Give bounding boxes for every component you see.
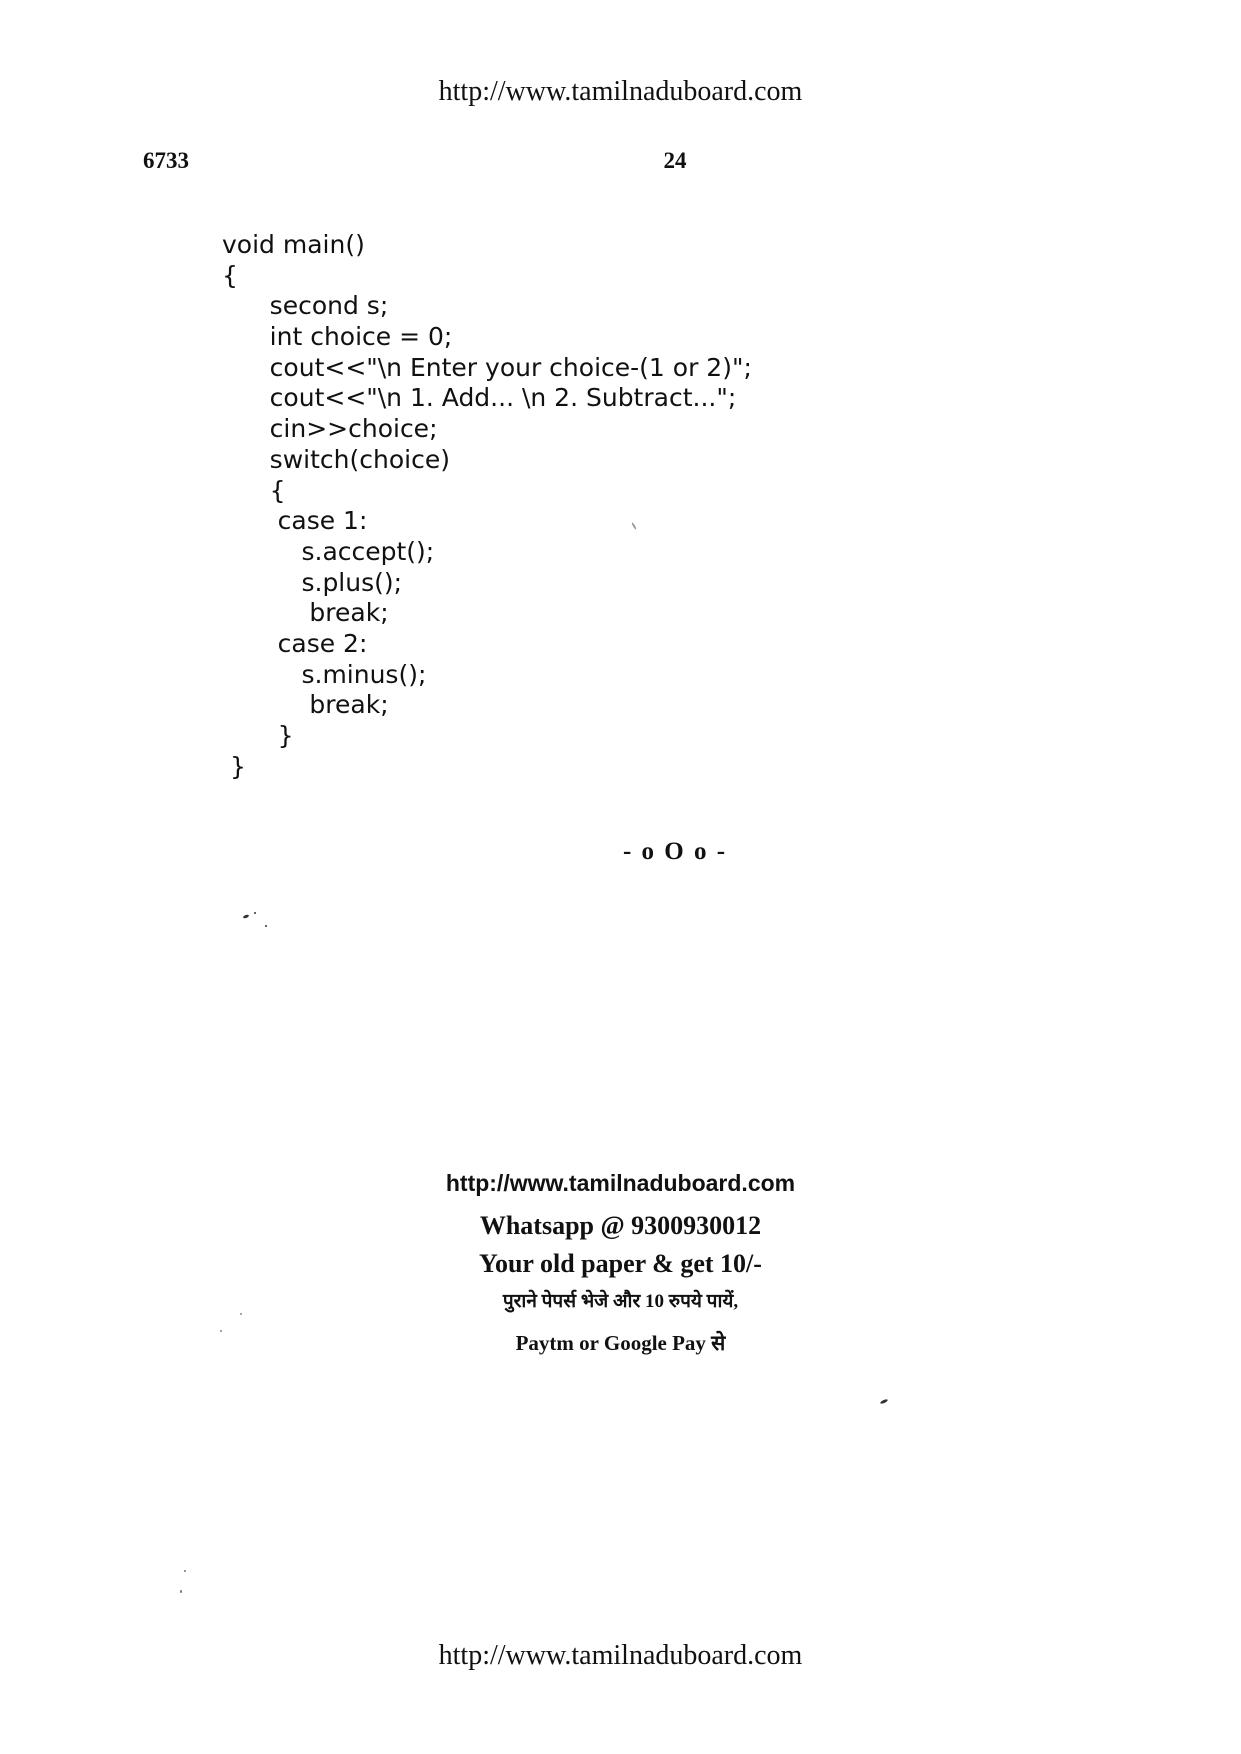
scan-speck <box>265 925 267 927</box>
scan-speck <box>880 1398 889 1404</box>
code-line: { <box>222 260 238 290</box>
code-line: void main() <box>222 230 365 259</box>
end-mark: - o O o - <box>622 838 728 865</box>
code-block <box>222 230 752 782</box>
code-line: } <box>222 751 246 781</box>
hindi-line: पुराने पेपर्स भेजे और 10 रुपये पायें, <box>502 1291 739 1312</box>
code-line: break; <box>222 690 389 720</box>
offer-line: Your old paper & get 10/- <box>479 1249 762 1278</box>
code-line: cout<<"\n 1. Add... \n 2. Subtract..."; <box>222 383 737 413</box>
page-number: 24 <box>663 148 687 173</box>
payment-line: Paytm or Google Pay से <box>515 1331 726 1355</box>
paper-code: 6733 <box>143 148 189 173</box>
scan-speck <box>254 912 256 914</box>
code-line: cout<<"\n Enter your choice-(1 or 2)"; <box>222 352 752 382</box>
footer-url: http://www.tamilnaduboard.com <box>445 1170 796 1196</box>
code-line: { <box>222 475 286 505</box>
header-url: http://www.tamilnaduboard.com <box>438 76 803 107</box>
bottom-url: http://www.tamilnaduboard.com <box>438 1640 803 1671</box>
scan-speck <box>184 1570 186 1572</box>
scan-speck <box>180 1590 182 1593</box>
code-line: switch(choice) <box>222 444 450 474</box>
code-line: case 1: <box>222 506 368 536</box>
footer <box>0 1170 1241 1357</box>
whatsapp-line: Whatsapp @ 9300930012 <box>479 1211 762 1240</box>
scan-speck <box>243 914 250 919</box>
code-line: s.minus(); <box>222 659 427 689</box>
code-line: int choice = 0; <box>222 322 453 352</box>
code-line: s.plus(); <box>222 567 403 597</box>
code-line: case 2: <box>222 628 368 658</box>
code-line: s.accept(); <box>222 536 435 566</box>
code-line: } <box>222 721 294 750</box>
code-line: break; <box>222 598 389 628</box>
code-line: second s; <box>222 291 389 321</box>
code-line: cin>>choice; <box>222 414 438 444</box>
